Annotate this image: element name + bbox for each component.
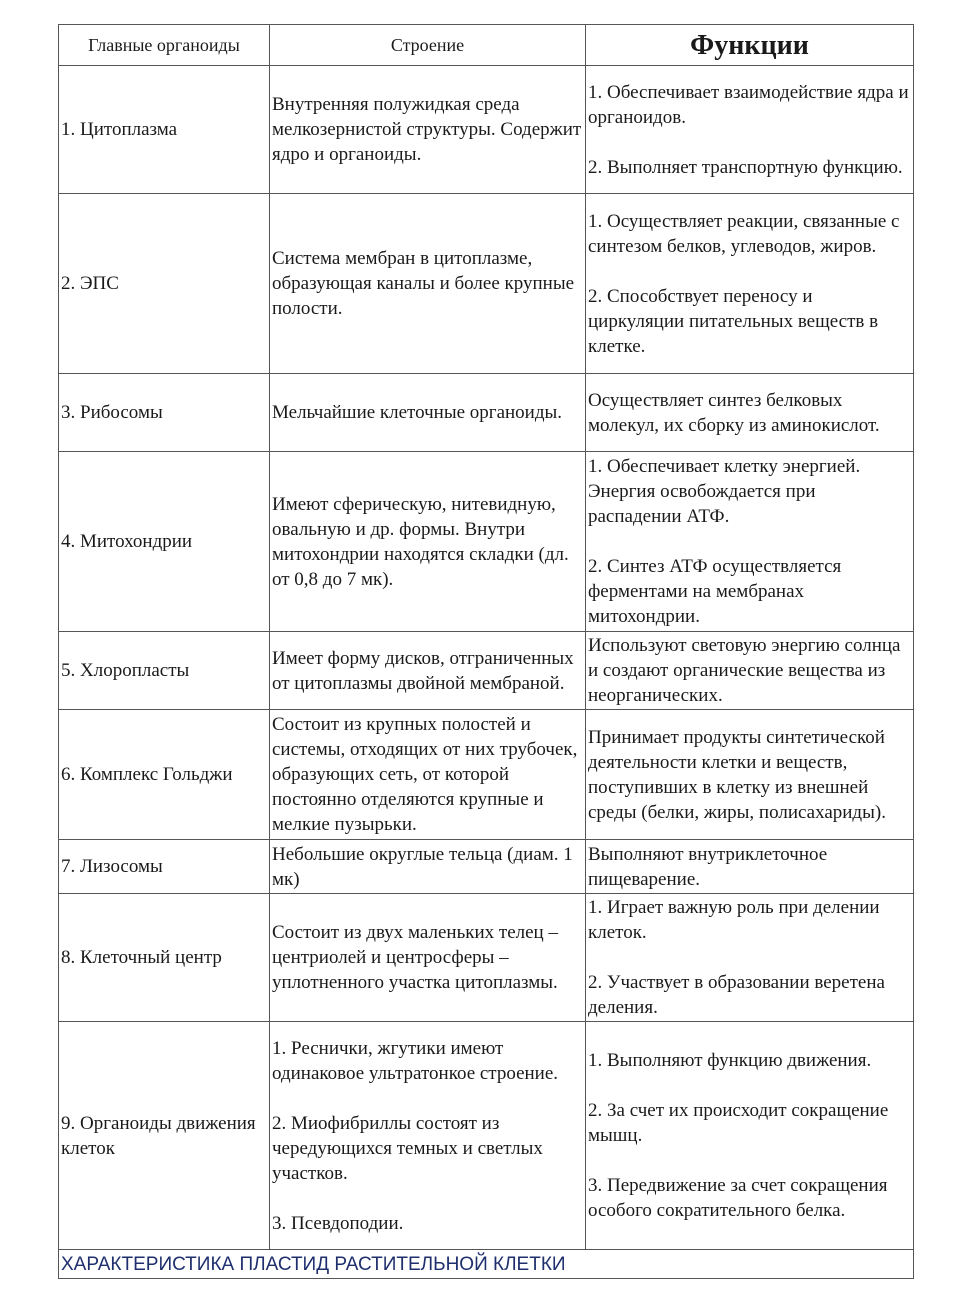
table-row xyxy=(59,710,914,840)
function-item: Используют световую энергию солнца и создают органические вещества из неорганических. xyxy=(588,635,901,706)
organoid-structure xyxy=(270,1022,586,1250)
organoid-functions xyxy=(586,894,914,1022)
organoid-name: 4. Митохондрии xyxy=(59,452,270,632)
organoid-functions xyxy=(586,1022,914,1250)
table-row xyxy=(59,840,914,894)
function-item: 2. Выполняет транспортную функцию. xyxy=(588,156,903,178)
organoid-name: 9. Органоиды движения клеток xyxy=(59,1022,270,1250)
function-item: 1. Выполняют функцию движения. xyxy=(588,1050,872,1071)
organoid-functions xyxy=(586,452,914,632)
table-row xyxy=(59,632,914,710)
organoid-functions xyxy=(586,710,914,840)
organoid-structure: Мельчайшие клеточные органоиды. xyxy=(270,374,586,452)
header-structure: Строение xyxy=(270,25,586,66)
organoid-functions xyxy=(586,194,914,374)
function-item: 2. Синтез АТФ осуществляется ферментами на мембранах митохондрии. xyxy=(588,556,842,627)
organoid-name: 5. Хлоропласты xyxy=(59,632,270,710)
table-row xyxy=(59,66,914,194)
function-item: 1. Осуществляет реакции, связанные с синтезом белков, углеводов, жиров. xyxy=(588,210,900,257)
organoids-table xyxy=(58,24,914,1279)
function-item: Принимает продукты синтетической деятельности клетки и веществ, поступивших в клетку из внешней среды (белки, жиры, полисахариды). xyxy=(588,726,886,823)
table-row xyxy=(59,374,914,452)
organoid-structure: Внутренняя полужидкая среда мелкозернистой структуры. Содержит ядро и органоиды. xyxy=(270,66,586,194)
function-item: Выполняют внутриклеточное пищеварение. xyxy=(588,843,828,890)
structure-item: 3. Псевдоподии. xyxy=(272,1212,404,1234)
organoid-name: 3. Рибосомы xyxy=(59,374,270,452)
footer-title: ХАРАКТЕРИСТИКА ПЛАСТИД РАСТИТЕЛЬНОЙ КЛЕТКИ xyxy=(59,1250,914,1279)
function-item: 1. Играет важную роль при делении клеток. xyxy=(588,897,880,943)
organoid-structure: Система мембран в цитоплазме, образующая каналы и более крупные полости. xyxy=(270,194,586,374)
organoid-structure: Состоит из двух маленьких телец – центриолей и центросферы – уплотненного участка цитоплазмы. xyxy=(270,894,586,1022)
organoid-name: 6. Комплекс Гольджи xyxy=(59,710,270,840)
table-header-row xyxy=(59,25,914,66)
function-item: 1. Обеспечивает клетку энергией. Энергия освобождается при распадении АТФ. xyxy=(588,456,861,527)
table-row xyxy=(59,894,914,1022)
organoid-structure: Имеет форму дисков, отграниченных от цитоплазмы двойной мембраной. xyxy=(270,632,586,710)
organoid-structure: Имеют сферическую, нитевидную, овальную и др. формы. Внутри митохондрии находятся складки (дл. от 0,8 до 7 мк). xyxy=(270,452,586,632)
organoids-sheet xyxy=(58,24,913,1279)
function-item: 2. Участвует в образовании веретена деления. xyxy=(588,972,885,1018)
organoid-functions xyxy=(586,374,914,452)
organoid-functions xyxy=(586,66,914,194)
footer-row xyxy=(59,1250,914,1279)
function-item: Осуществляет синтез белковых молекул, их сборку из аминокислот. xyxy=(588,389,880,436)
organoid-name: 7. Лизосомы xyxy=(59,840,270,894)
organoid-functions xyxy=(586,632,914,710)
function-item: 1. Обеспечивает взаимодействие ядра и органоидов. xyxy=(588,81,909,128)
structure-item: 2. Миофибриллы состоят из чередующихся темных и светлых участков. xyxy=(272,1112,543,1184)
function-item: 2. За счет их происходит сокращение мышц. xyxy=(588,1100,889,1146)
structure-item: 1. Реснички, жгутики имеют одинаковое ультратонкое строение. xyxy=(272,1037,559,1084)
organoid-name: 2. ЭПС xyxy=(59,194,270,374)
header-functions: Функции xyxy=(586,25,914,66)
function-item: 3. Передвижение за счет сокращения особого сократительного белка. xyxy=(588,1175,888,1221)
organoid-name: 1. Цитоплазма xyxy=(59,66,270,194)
table-row xyxy=(59,452,914,632)
organoid-structure: Состоит из крупных полостей и системы, отходящих от них трубочек, образующих сеть, от которой постоянно отделяются крупные и мелкие пузырьки. xyxy=(270,710,586,840)
function-item: 2. Способствует переносу и циркуляции питательных веществ в клетке. xyxy=(588,285,879,357)
header-organoids: Главные органоиды xyxy=(59,25,270,66)
organoid-structure: Небольшие округлые тельца (диам. 1 мк) xyxy=(270,840,586,894)
organoid-functions xyxy=(586,840,914,894)
table-row xyxy=(59,194,914,374)
organoid-name: 8. Клеточный центр xyxy=(59,894,270,1022)
table-row xyxy=(59,1022,914,1250)
